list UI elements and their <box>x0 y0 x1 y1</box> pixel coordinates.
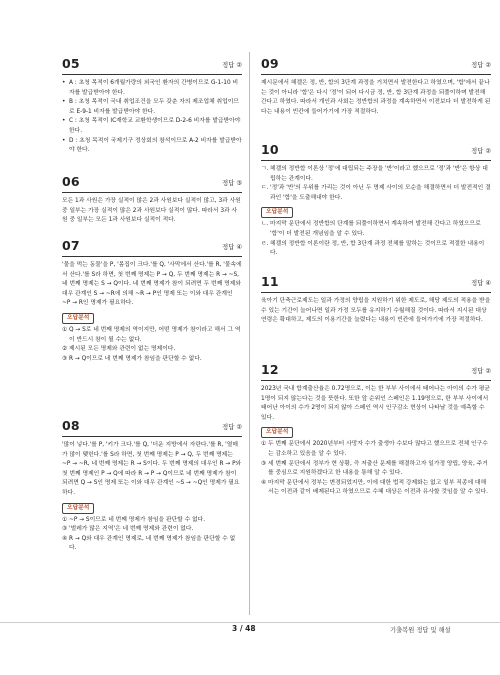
option-text: 두 번째 문단에서 2020년부터 사망자 수가 출생아 수보다 많다고 했으므로 전체 인구수는 감소하고 있음을 알 수 있다. <box>268 441 488 457</box>
option-text: 헤겔의 정반합 이론이란 정, 반, 합 3단계 과정 전체를 말하는 것이므로 적절한 내용이다. <box>270 240 485 257</box>
option-text: '벌레가 많은 지역'은 네 번째 명제와 관련이 없다. <box>69 526 194 533</box>
answer-value: ② <box>485 368 491 375</box>
column-divider <box>249 52 250 615</box>
question-08 <box>62 418 242 554</box>
question-number: 07 <box>62 238 80 253</box>
option-mark: ① <box>62 326 68 333</box>
question-header <box>261 362 491 381</box>
option-text: 마지막 문단에서 정부는 변경되었지만, 이에 대한 법적 강제화는 없고 일부 직종에 대해서는 이전과 같이 배제된다고 하였으므로 수혜 대상은 이전과 유사할 것임을 알 수 있다. <box>268 479 488 496</box>
answer-indicator <box>471 60 491 69</box>
explanation-text: '많이 넣다.'를 P, '키가 크다.'를 Q, '더운 지방에서 자란다.'를 R, '열매가 많이 맺힌다.'를 S라 하면, 첫 번째 명제는 P → Q, 두 번째 명제는 ~P → ~R, 네 번째 명제는 R → S이다. 두 번째 명제의 대우인 R → P와 첫 번째 명제인 P → Q에 따라 R → P → Q이므로 네 번째 명제가 참이 되려면 Q → S인 명제 또는 이와 대우 관계인 ~S → ~Q인 명제가 필요하다. <box>62 442 242 496</box>
answer-indicator <box>222 60 242 69</box>
explanation <box>261 297 491 326</box>
option-text: 세 번째 문단에서 정부가 현 상황, 즉 저출산 문제를 해결하고자 일가정 양립, 양육, 주거를 중심으로 지원하겠다고 한 내용을 통해 알 수 있다. <box>268 460 488 477</box>
question-header <box>62 238 242 257</box>
question-11 <box>261 274 491 326</box>
answer-label: 정답 <box>471 62 484 69</box>
explanation <box>261 165 491 259</box>
statement-text: 헤겔의 정반합 이론상 '정'에 대립되는 주장을 '반'이라고 했으므로 '정'과 '반'은 항상 대립하는 관계이다. <box>270 166 488 182</box>
answer-label: 정답 <box>222 62 235 69</box>
answer-indicator <box>222 242 242 251</box>
answer-indicator <box>471 146 491 155</box>
answer-value: ② <box>485 148 491 155</box>
answer-indicator <box>222 422 242 431</box>
option-mark: ③ <box>62 355 68 362</box>
bullet-mark: • <box>62 118 66 125</box>
option-item <box>261 479 491 498</box>
answer-label: 정답 <box>471 148 484 155</box>
question-12 <box>261 362 491 498</box>
question-header <box>261 274 491 293</box>
bullet-mark: • <box>62 80 66 86</box>
explanation-text: 2023년 국내 합계출산율은 0.72명으로, 이는 한 부부 사이에서 태어나는 아이의 수가 평균 1명이 되지 않는다는 것을 뜻한다. 또한 앞 순위인 스페인은 1.19명으로, 한 부부 사이에서 태어난 아이의 수가 2명이 되지 않아 스페인 역시 인구감소 현상이 나타날 것을 예측할 수 있다. <box>261 386 490 421</box>
statement-item <box>261 165 491 184</box>
explanation <box>62 441 242 554</box>
answer-indicator <box>222 178 242 187</box>
question-header <box>62 174 242 193</box>
option-item <box>261 440 491 459</box>
wrong-answer-analysis-title: 오답분석 <box>62 503 94 514</box>
option-mark: ㄴ. <box>261 221 269 228</box>
explanation <box>261 79 491 117</box>
option-item <box>261 220 491 239</box>
option-text: R → Q이므로 네 번째 명제가 참임을 판단할 수 없다. <box>69 355 202 362</box>
question-number: 08 <box>62 418 80 433</box>
answer-value: ④ <box>236 244 242 251</box>
explanation <box>62 261 242 364</box>
wrong-answer-analysis-title: 오답분석 <box>261 427 293 438</box>
statement-mark: ㄷ. <box>261 185 269 192</box>
answer-value: ② <box>485 62 491 69</box>
answer-value: ④ <box>485 280 491 287</box>
answer-value: ③ <box>236 180 242 187</box>
question-09 <box>261 56 491 117</box>
answer-indicator <box>471 366 491 375</box>
option-item <box>62 326 242 345</box>
answer-label: 정답 <box>471 368 484 375</box>
explanation-text: '물을 먹는 동물'을 P, '몸집이 크다.'를 Q, '사막에서 산다.'를 R, '물속에서 산다.'를 S라 하면, 첫 번째 명제는 P → Q, 두 번째 명제는 R → ~S, 네 번째 명제는 S → Q이다. 네 번째 명제가 참이 되려면 두 번째 명제와 대우 관계인 S → ~R에 의해 ~R → P인 명제 또는 이와 대우 관계인 ~P → R인 명제가 필요하다. <box>62 262 242 307</box>
option-text: Q → S로 네 번째 명제의 역이지만, 어떤 명제가 참이라고 해서 그 역이 반드시 참이 될 수는 없다. <box>69 326 241 343</box>
answer-label: 정답 <box>222 244 235 251</box>
bullet-text: C : 초청 목적이 IC재학교 교환학생이므로 D-2-6 비자를 발급받아야 한다. <box>69 118 241 134</box>
question-number: 05 <box>62 56 80 71</box>
option-item <box>261 460 491 479</box>
option-mark: ② <box>62 346 68 353</box>
bullet-mark: • <box>62 99 66 106</box>
option-item <box>62 535 242 554</box>
option-mark: ④ <box>62 535 68 542</box>
option-item <box>62 355 242 365</box>
question-number: 10 <box>261 142 279 157</box>
wrong-answer-analysis-title: 오답분석 <box>62 313 94 324</box>
bullet-item <box>62 98 242 117</box>
question-05 <box>62 56 242 156</box>
question-header <box>62 418 242 437</box>
question-number: 11 <box>261 274 279 289</box>
question-number: 09 <box>261 56 279 71</box>
answer-label: 정답 <box>471 280 484 287</box>
option-text: R → Q와 대우 관계인 명제로, 네 번째 명제가 참임을 판단할 수 없다. <box>69 535 236 552</box>
option-mark: ㄹ. <box>261 240 269 247</box>
footer-title: 기출복원 정답 및 해설 <box>390 627 451 634</box>
explanation <box>62 79 242 156</box>
question-number: 06 <box>62 174 80 189</box>
explanation-text: 제시문에서 헤겔은 정, 반, 합의 3단계 과정을 거치면서 발전한다고 하였으며, '합'에서 끝나는 것이 아니라 '합'은 다시 '정'이 되어 다시금 정, 반, 합 3단계 과정을 되풀이하며 발전해 간다고 하였다. 따라서 개인과 사회는 정반합의 과정을 계속하면서 이전보다 더 발전하게 된다는 내용이 빈칸에 들어가기에 가장 적절하다. <box>261 80 491 115</box>
bullet-item <box>62 79 242 98</box>
option-mark: ① <box>62 516 68 523</box>
statement-mark: ㄱ. <box>261 166 269 172</box>
answer-label: 정답 <box>222 180 235 187</box>
footer-divider <box>0 622 500 623</box>
question-header <box>62 56 242 75</box>
option-mark: ③ <box>62 526 68 533</box>
option-item <box>62 525 242 535</box>
question-06 <box>62 174 242 226</box>
statement-item <box>261 184 491 203</box>
question-header <box>261 142 491 161</box>
bullet-item <box>62 117 242 136</box>
explanation <box>261 385 491 498</box>
question-header <box>261 56 491 75</box>
bullet-item <box>62 137 242 156</box>
wrong-answer-analysis-title: 오답분석 <box>261 207 293 218</box>
bullet-mark: • <box>62 137 66 144</box>
option-mark: ③ <box>261 460 267 467</box>
option-mark: ④ <box>261 479 267 486</box>
option-mark: ① <box>261 441 267 448</box>
explanation <box>62 197 242 226</box>
bullet-text: B : 초청 목적이 국내 취업조건을 모두 갖춘 자의 제조업체 취업이므로 E-9-1 비자를 발급받아야 한다. <box>69 99 239 115</box>
option-text: ~P → S이므로 네 번째 명제가 참임을 판단할 수 없다. <box>69 516 206 523</box>
option-item <box>261 240 491 259</box>
answer-value: ② <box>236 62 242 69</box>
statement-text: '정'과 '반'의 우위를 가리는 것이 아닌 두 명제 사이의 모순을 해결하면서 더 발전적인 결과인 '합'을 도출해내야 한다. <box>270 185 491 201</box>
question-10 <box>261 142 491 259</box>
option-item <box>62 516 242 526</box>
page-number: 3 / 48 <box>232 624 256 633</box>
option-text: 제시된 모든 명제와 관련이 없는 명제이다. <box>69 346 176 353</box>
explanation-text: 모든 1과 사원은 가장 실적이 많은 2과 사원보다 실적이 많고, 3과 사원 중 일부는 가장 실적이 많은 2과 사원보다 실적이 많다. 따라서 3과 사원 중 일부는 모든 1과 사원보다 실적이 적다. <box>62 198 241 224</box>
question-07 <box>62 238 242 364</box>
answer-value: ② <box>236 424 242 431</box>
bullet-text: D : 초청 목적이 국제기구 정상회의 참석이므로 A-2 비자를 발급받아야 한다. <box>69 137 242 154</box>
question-number: 12 <box>261 362 279 377</box>
answer-indicator <box>471 278 491 287</box>
option-text: 마지막 문단에서 정반합의 단계를 되풀이하면서 계속하여 발전해 간다고 하였으므로 '합'이 더 발전된 개념임을 알 수 있다. <box>270 221 481 237</box>
bullet-text: A : 초청 목적이 6개월가량의 외국인 환자의 간병이므로 G-1-10 비자를 발급받아야 한다. <box>69 80 239 96</box>
answer-label: 정답 <box>222 424 235 431</box>
option-item <box>62 345 242 355</box>
explanation-text: 육아기 단축근로제도는 일과 가정의 양립을 지원하기 위한 제도로, 해당 제도의 적용을 받을 수 있는 기간이 늘어나면 일과 가정 모두를 유지하기 수월해질 것이다. 따라서 지시된 대상연령은 확대하고, 제도의 이용기간을 늘렸다는 내용이 빈칸에 들어가기에 가장 적절하다. <box>261 298 491 324</box>
